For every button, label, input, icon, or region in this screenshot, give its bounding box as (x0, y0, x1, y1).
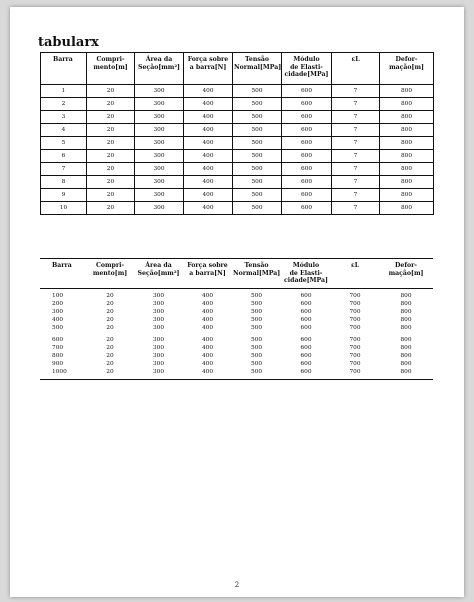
table-cell: 300 (135, 176, 184, 189)
table-cell: 20 (106, 317, 114, 323)
column-header: Área da Seção[mm²] (135, 53, 184, 85)
table-row (40, 324, 433, 332)
table-cell: 20 (106, 325, 114, 331)
table-cell: 800 (400, 337, 412, 343)
table-cell: 800 (380, 202, 434, 215)
table-cell: 300 (135, 150, 184, 163)
column-header: Defor- mação[m] (379, 259, 433, 289)
table-cell: 500 (233, 137, 282, 150)
column-header: Compri- mento[m] (86, 259, 134, 289)
column-header: Barra (41, 53, 87, 85)
page-number: 2 (234, 581, 240, 589)
table-cell: 500 (250, 345, 263, 351)
table-cell: 500 (233, 163, 282, 176)
table-cell: 600 (282, 98, 332, 111)
table-cell: 20 (87, 150, 135, 163)
table-row (40, 332, 433, 344)
table-cell: 500 (250, 293, 263, 299)
table-cell: 500 (233, 85, 282, 98)
table-cell: 2 (41, 98, 87, 111)
table-cell: 400 (201, 369, 214, 375)
table-row (40, 360, 433, 368)
table-bordered (40, 52, 434, 215)
table-cell: 800 (400, 361, 412, 367)
column-header: Barra (40, 259, 86, 289)
table-cell: 800 (400, 369, 412, 375)
table-cell: 600 (300, 293, 312, 299)
table-cell: 800 (400, 309, 412, 315)
column-header: Força sobre a barra[N] (184, 53, 233, 85)
table-cell: 7 (332, 111, 380, 124)
table-cell: 400 (201, 309, 214, 315)
table-cell: 300 (152, 309, 165, 315)
table-cell: 400 (184, 124, 233, 137)
table-cell: 700 (349, 337, 361, 343)
table-cell: 7 (332, 202, 380, 215)
table-row (40, 316, 433, 324)
table-cell: 100 (52, 293, 64, 299)
table-cell: 400 (184, 137, 233, 150)
table-cell: 800 (400, 301, 412, 307)
column-header: Compri- mento[m] (87, 53, 135, 85)
table-cell: 800 (380, 85, 434, 98)
table-cell: 400 (201, 337, 214, 343)
table-cell: 500 (250, 353, 263, 359)
table-cell: 5 (41, 137, 87, 150)
column-header: Força sobre a barra[N] (183, 259, 232, 289)
table-cell: 600 (282, 85, 332, 98)
table-header-row (41, 53, 434, 85)
table-cell: 800 (400, 353, 412, 359)
table-cell: 600 (282, 111, 332, 124)
table-cell: 500 (233, 189, 282, 202)
table-row (41, 85, 434, 98)
table-cell: 400 (184, 163, 233, 176)
table-cell: 500 (250, 337, 263, 343)
table-cell: 7 (332, 124, 380, 137)
table-cell: 700 (349, 369, 361, 375)
table-row (40, 308, 433, 316)
table-cell: 20 (87, 202, 135, 215)
table-cell: 700 (52, 345, 64, 351)
table-cell: 500 (233, 111, 282, 124)
table-cell: 700 (349, 293, 361, 299)
table-cell: 600 (300, 369, 312, 375)
table-cell: 800 (380, 124, 434, 137)
column-header: Tensão Normal[MPa] (233, 53, 282, 85)
table-cell: 600 (300, 353, 312, 359)
table-cell: 20 (87, 189, 135, 202)
table-cell: 7 (332, 163, 380, 176)
table-cell: 7 (332, 137, 380, 150)
table-cell: 700 (349, 345, 361, 351)
table-row (40, 300, 433, 308)
table-cell: 400 (201, 317, 214, 323)
column-header: εL (332, 53, 380, 85)
table-cell: 6 (41, 150, 87, 163)
table-cell: 300 (152, 361, 165, 367)
table-cell: 700 (349, 353, 361, 359)
table-cell: 600 (300, 345, 312, 351)
table-cell: 7 (41, 163, 87, 176)
table-cell: 20 (106, 345, 114, 351)
table-cell: 600 (282, 163, 332, 176)
table-cell: 300 (152, 317, 165, 323)
table-cell: 20 (106, 353, 114, 359)
table-cell: 400 (201, 361, 214, 367)
table-row (41, 137, 434, 150)
table-cell: 20 (106, 309, 114, 315)
table-cell: 400 (201, 325, 214, 331)
table-cell: 3 (41, 111, 87, 124)
table-body (41, 85, 434, 215)
table-cell: 400 (184, 189, 233, 202)
table-cell: 7 (332, 176, 380, 189)
table-cell: 300 (135, 202, 184, 215)
table-cell: 300 (135, 124, 184, 137)
table-cell: 20 (106, 337, 114, 343)
table-row (41, 111, 434, 124)
column-header: Módulo de Elasti- cidade[MPa] (282, 53, 332, 85)
table-cell: 500 (52, 325, 64, 331)
table-cell: 600 (300, 317, 312, 323)
table-cell: 700 (349, 317, 361, 323)
table-cell: 400 (201, 345, 214, 351)
table-cell: 300 (135, 98, 184, 111)
table-cell: 300 (152, 301, 165, 307)
table-cell: 300 (152, 369, 165, 375)
table-row (41, 150, 434, 163)
column-header: Tensão Normal[MPa] (232, 259, 281, 289)
table-cell: 600 (282, 176, 332, 189)
table-cell: 800 (380, 111, 434, 124)
table-cell: 300 (152, 325, 165, 331)
column-header: Área da Seção[mm²] (134, 259, 183, 289)
table-cell: 7 (332, 98, 380, 111)
table-cell: 9 (41, 189, 87, 202)
table-cell: 400 (201, 301, 214, 307)
table-cell: 20 (87, 98, 135, 111)
table-booktabs (40, 258, 433, 380)
table-cell: 800 (380, 163, 434, 176)
table-cell: 400 (184, 150, 233, 163)
table-cell: 20 (87, 124, 135, 137)
table-cell: 500 (250, 317, 263, 323)
table-cell: 20 (106, 369, 114, 375)
column-header: Defor- mação[m] (380, 53, 434, 85)
table-cell: 400 (184, 111, 233, 124)
table-cell: 800 (380, 98, 434, 111)
table-cell: 8 (41, 176, 87, 189)
column-header: Módulo de Elasti- cidade[MPa] (281, 259, 331, 289)
table-cell: 800 (380, 176, 434, 189)
table-cell: 500 (233, 98, 282, 111)
document-page (10, 7, 464, 597)
table-cell: 7 (332, 150, 380, 163)
table-cell: 10 (41, 202, 87, 215)
table-cell: 400 (201, 293, 214, 299)
table-row (40, 352, 433, 360)
table-cell: 4 (41, 124, 87, 137)
table-cell: 800 (380, 150, 434, 163)
table-cell: 300 (135, 85, 184, 98)
column-header: εL (331, 259, 379, 289)
table-cell: 600 (300, 325, 312, 331)
table-cell: 600 (282, 150, 332, 163)
table-cell: 300 (135, 163, 184, 176)
table-cell: 400 (184, 176, 233, 189)
table-cell: 20 (87, 163, 135, 176)
table-cell: 400 (201, 353, 214, 359)
table-cell: 7 (332, 189, 380, 202)
table-cell: 500 (250, 369, 263, 375)
table-cell: 600 (282, 202, 332, 215)
table-cell: 400 (52, 317, 64, 323)
table-row (40, 344, 433, 352)
section-title: tabularx (38, 35, 99, 50)
table-cell: 200 (52, 301, 64, 307)
table-cell: 20 (106, 293, 114, 299)
table-header-row (40, 259, 433, 289)
table-cell: 300 (135, 111, 184, 124)
table-cell: 500 (233, 150, 282, 163)
table-cell: 600 (300, 361, 312, 367)
table-cell: 1000 (52, 369, 67, 375)
table-cell: 400 (184, 98, 233, 111)
table-cell: 500 (233, 202, 282, 215)
table-cell: 500 (250, 309, 263, 315)
table-cell: 400 (184, 85, 233, 98)
table-cell: 700 (349, 325, 361, 331)
table-cell: 1 (41, 85, 87, 98)
table-cell: 800 (400, 345, 412, 351)
table-cell: 20 (87, 85, 135, 98)
table-row (41, 163, 434, 176)
table-body (40, 289, 433, 380)
table-cell: 500 (233, 124, 282, 137)
table-cell: 7 (332, 85, 380, 98)
table-cell: 800 (52, 353, 64, 359)
table-cell: 20 (106, 301, 114, 307)
table-cell: 700 (349, 361, 361, 367)
table-row (41, 189, 434, 202)
table-cell: 300 (135, 189, 184, 202)
table-cell: 600 (52, 337, 64, 343)
table-row (41, 176, 434, 189)
table-row (40, 289, 433, 301)
table-cell: 400 (184, 202, 233, 215)
table-cell: 500 (250, 325, 263, 331)
table-cell: 600 (300, 309, 312, 315)
table-cell: 300 (152, 345, 165, 351)
table-cell: 300 (152, 337, 165, 343)
table-cell: 20 (87, 111, 135, 124)
table-row (41, 202, 434, 215)
table-cell: 300 (52, 309, 64, 315)
table-row (41, 98, 434, 111)
table-cell: 20 (87, 176, 135, 189)
table-cell: 900 (52, 361, 64, 367)
table-row (40, 368, 433, 380)
table-row (41, 124, 434, 137)
table-cell: 800 (380, 137, 434, 150)
table-cell: 500 (233, 176, 282, 189)
table-cell: 800 (400, 317, 412, 323)
table-cell: 300 (135, 137, 184, 150)
table-cell: 500 (250, 301, 263, 307)
table-cell: 20 (87, 137, 135, 150)
table-cell: 800 (400, 293, 412, 299)
table-cell: 20 (106, 361, 114, 367)
table-cell: 300 (152, 293, 165, 299)
table-cell: 800 (400, 325, 412, 331)
table-cell: 300 (152, 353, 165, 359)
table-cell: 700 (349, 301, 361, 307)
table-cell: 600 (282, 124, 332, 137)
table-cell: 800 (380, 189, 434, 202)
table-cell: 600 (300, 337, 312, 343)
table-cell: 500 (250, 361, 263, 367)
table-cell: 700 (349, 309, 361, 315)
table-cell: 600 (282, 189, 332, 202)
table-cell: 600 (300, 301, 312, 307)
table-cell: 600 (282, 137, 332, 150)
